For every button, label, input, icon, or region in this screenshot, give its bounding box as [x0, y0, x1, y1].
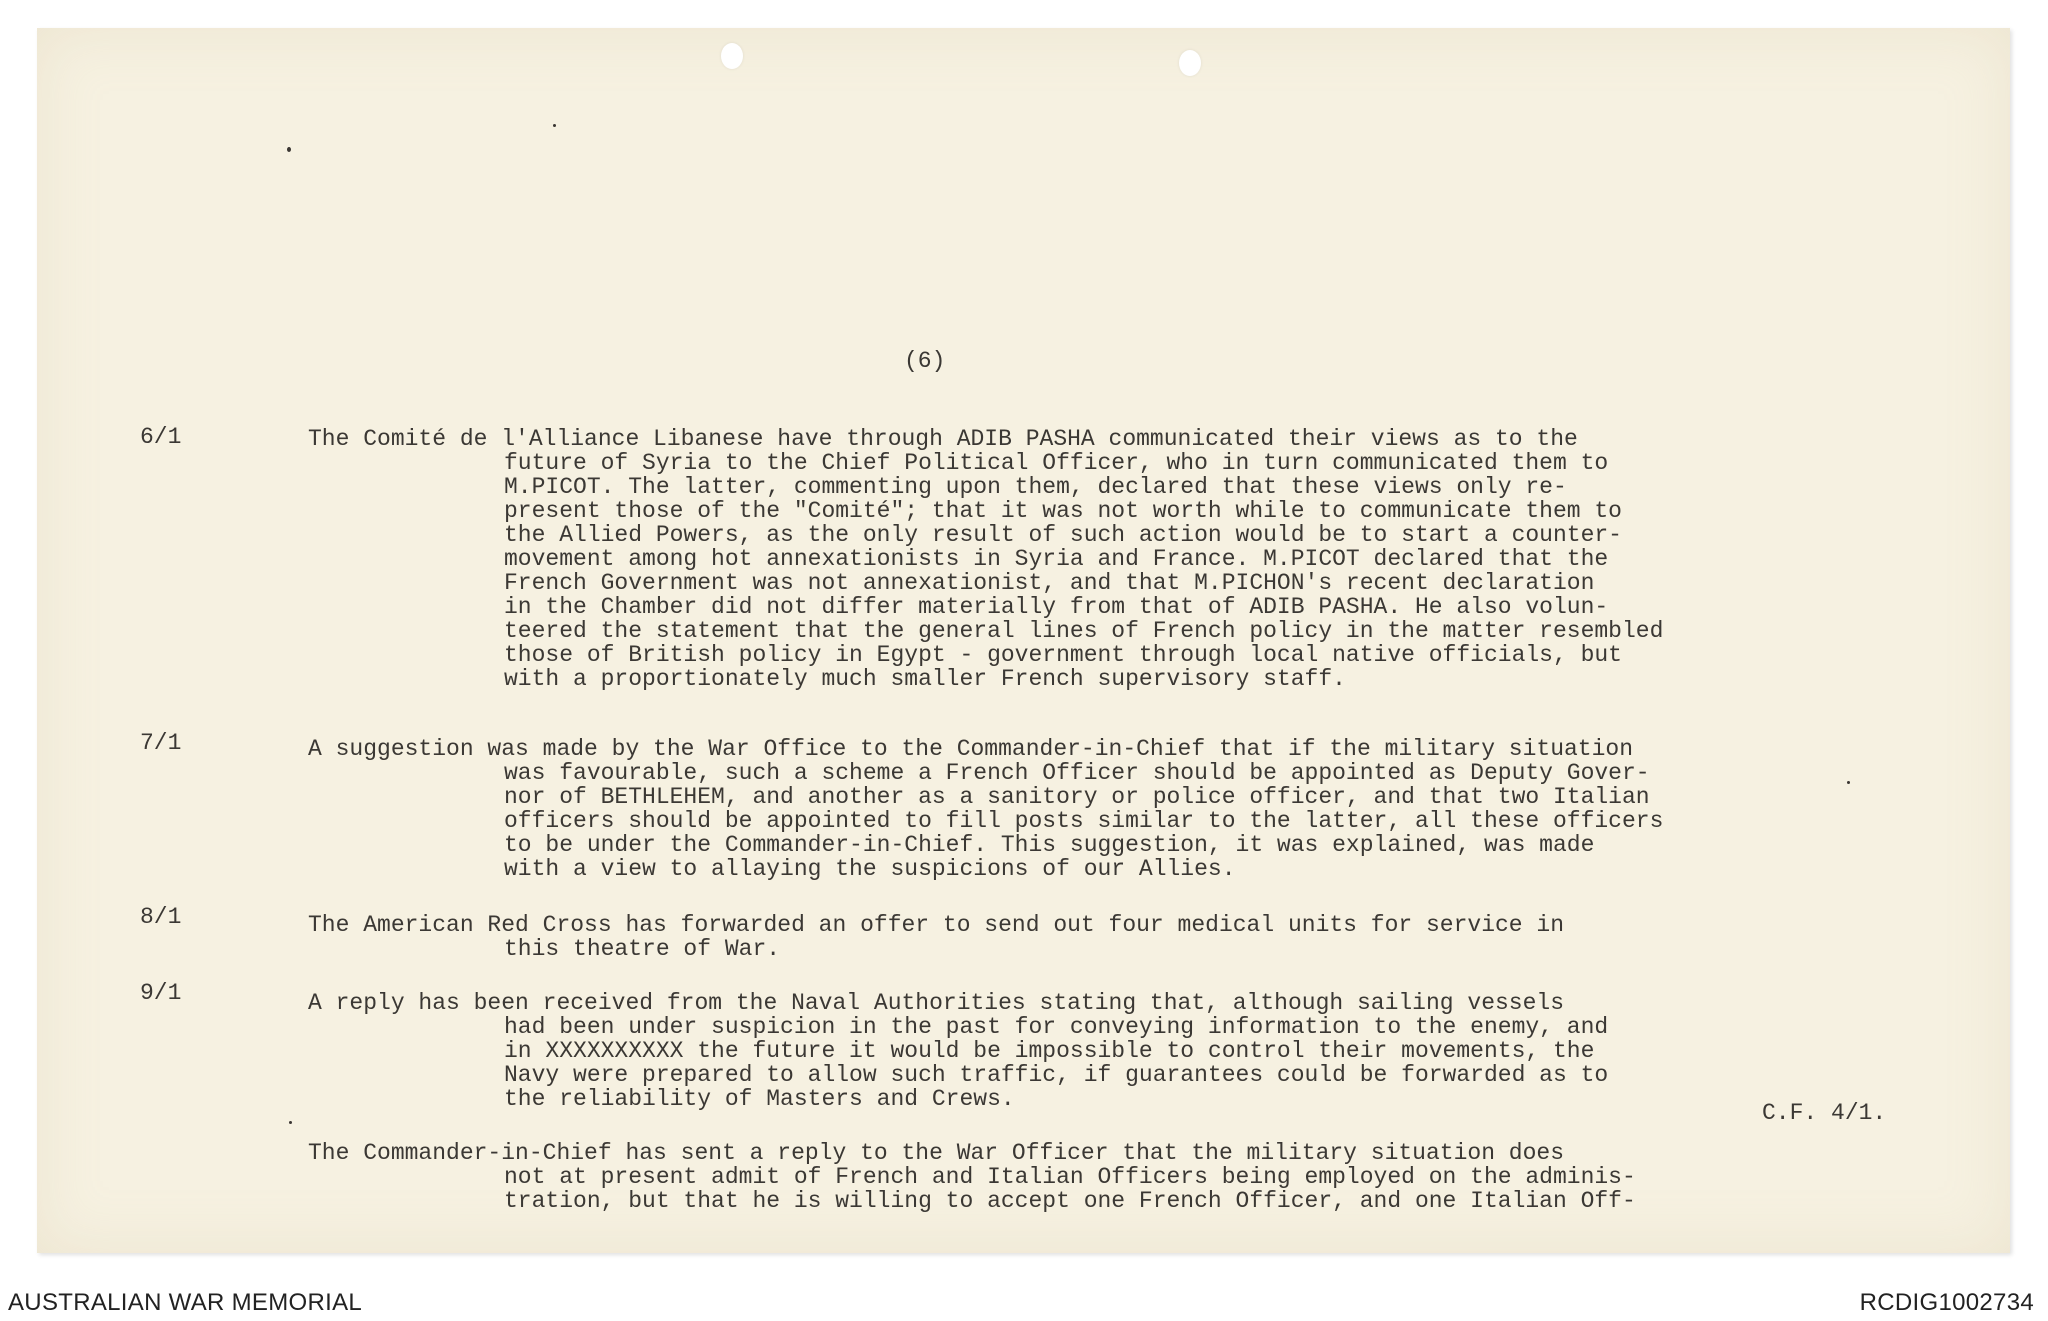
text-line: A suggestion was made by the War Office to the Commander-in-Chief that if the military situation [308, 736, 1634, 762]
text-line: A reply has been received from the Naval Authorities stating that, although sailing vessels [308, 990, 1565, 1016]
text-line: officers should be appointed to fill posts similar to the latter, all these officers [504, 808, 1664, 834]
side-note-reference: C.F. 4/1. [1762, 1100, 1887, 1126]
text-line: movement among hot annexationists in Syria and France. M.PICOT declared that the [504, 546, 1609, 572]
paragraph-ref: 6/1 [140, 424, 182, 450]
ink-speck [287, 147, 291, 152]
text-line: in XXXXXXXXXX the future it would be impossible to control their movements, the [504, 1038, 1595, 1064]
text-line: had been under suspicion in the past for conveying information to the enemy, and [504, 1014, 1609, 1040]
text-line: Navy were prepared to allow such traffic, if guarantees could be forwarded as to [504, 1062, 1609, 1088]
text-line: the reliability of Masters and Crews. [504, 1086, 1015, 1112]
paragraph-ref: 7/1 [140, 730, 182, 756]
paragraph-7-1 [308, 736, 1663, 880]
ink-speck [553, 124, 556, 127]
paragraph-8-1 [308, 912, 1564, 960]
paragraph-6-1 [308, 426, 1663, 690]
text-line: French Government was not annexationist, and that M.PICHON's recent declaration [504, 570, 1595, 596]
text-line: The Commander-in-Chief has sent a reply to the War Officer that the military situation does [308, 1140, 1565, 1166]
page-number: (6) [904, 348, 946, 374]
text-line: nor of BETHLEHEM, and another as a sanitory or police officer, and that two Italian [504, 784, 1650, 810]
text-line: tration, but that he is willing to accept one French Officer, and one Italian Off- [504, 1188, 1636, 1214]
footer-record-id: RCDIG1002734 [1859, 1289, 2034, 1316]
text-line: not at present admit of French and Italian Officers being employed on the adminis- [504, 1164, 1636, 1190]
footer-archive-name: AUSTRALIAN WAR MEMORIAL [8, 1289, 363, 1316]
punch-hole [1179, 50, 1201, 76]
text-line: teered the statement that the general lines of French policy in the matter resembled [504, 618, 1664, 644]
text-line: those of British policy in Egypt - government through local native officials, but [504, 642, 1622, 668]
paragraph-ref: 9/1 [140, 980, 182, 1006]
text-line: was favourable, such a scheme a French Officer should be appointed as Deputy Gover- [504, 760, 1650, 786]
text-line: the Allied Powers, as the only result of such action would be to start a counter- [504, 522, 1622, 548]
paragraph-9-1 [308, 990, 1608, 1110]
ink-speck [1847, 781, 1850, 784]
text-line: to be under the Commander-in-Chief. This suggestion, it was explained, was made [504, 832, 1595, 858]
punch-hole [721, 43, 743, 69]
text-line: The American Red Cross has forwarded an offer to send out four medical units for service in [308, 912, 1565, 938]
paragraph-commander-reply [308, 1140, 1636, 1212]
text-line: The Comité de l'Alliance Libanese have through ADIB PASHA communicated their views as to the [308, 426, 1578, 452]
text-line: with a view to allaying the suspicions of our Allies. [504, 856, 1236, 882]
text-line: present those of the "Comité"; that it was not worth while to communicate them to [504, 498, 1622, 524]
text-line: this theatre of War. [504, 936, 781, 962]
text-line: future of Syria to the Chief Political Officer, who in turn communicated them to [504, 450, 1609, 476]
text-line: with a proportionately much smaller French supervisory staff. [504, 666, 1346, 692]
text-line: M.PICOT. The latter, commenting upon them, declared that these views only re- [504, 474, 1567, 500]
text-line: in the Chamber did not differ materially from that of ADIB PASHA. He also volun- [504, 594, 1609, 620]
ink-speck [289, 1121, 292, 1124]
paragraph-ref: 8/1 [140, 904, 182, 930]
